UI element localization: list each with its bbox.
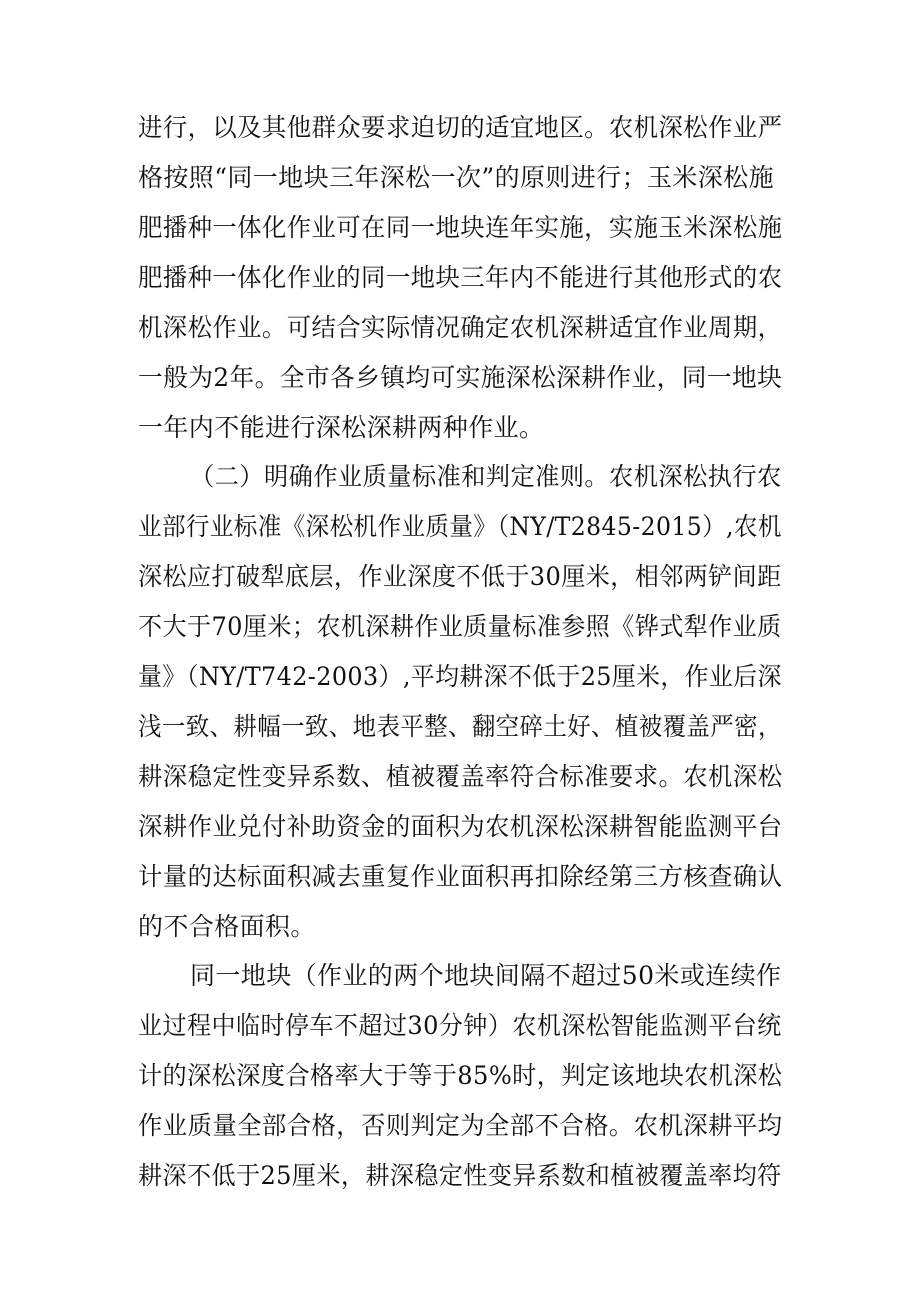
- text-line: 业部行业标准《深松机作业质量》（NY/T2845-2015）,农机: [138, 512, 782, 541]
- text-line: 量》（NY/T742-2003）,平均耕深不低于25厘米，作业后深: [138, 662, 782, 691]
- text-line: 的不合格面积。: [138, 912, 316, 941]
- text-line: 耕深不低于25厘米，耕深稳定性变异系数和植被覆盖率均符: [138, 1161, 782, 1190]
- text-line: 一年内不能进行深松深耕两种作业。: [138, 413, 545, 442]
- paragraph-first-line: 同一地块（作业的两个地块间隔不超过50米或连续作: [190, 961, 782, 990]
- text-line: 计的深松深度合格率大于等于85%时，判定该地块农机深松: [138, 1061, 783, 1090]
- paragraph-first-line: （二）明确作业质量标准和判定准则。农机深松执行农: [190, 462, 782, 491]
- text-line: 浅一致、耕幅一致、地表平整、翻空碎土好、植被覆盖严密，: [138, 712, 782, 741]
- text-line: 肥播种一体化作业的同一地块三年内不能进行其他形式的农: [138, 263, 783, 292]
- text-line: 格按照“同一地块三年深松一次”的原则进行；玉米深松施: [138, 163, 774, 192]
- text-line: 业过程中临时停车不超过30分钟）农机深松智能监测平台统: [138, 1011, 782, 1040]
- text-line: 作业质量全部合格，否则判定为全部不合格。农机深耕平均: [138, 1111, 783, 1140]
- text-line: 进行，以及其他群众要求迫切的适宜地区。农机深松作业严: [138, 113, 783, 142]
- text-line: 肥播种一体化作业可在同一地块连年实施，实施玉米深松施: [138, 213, 783, 242]
- text-line: 计量的达标面积减去重复作业面积再扣除经第三方核查确认: [138, 862, 783, 891]
- text-line: 深松应打破犁底层，作业深度不低于30厘米，相邻两铲间距: [138, 562, 782, 591]
- text-line: 深耕作业兑付补助资金的面积为农机深松深耕智能监测平台: [138, 812, 783, 841]
- text-line: 机深松作业。可结合实际情况确定农机深耕适宜作业周期，: [138, 313, 783, 342]
- text-line: 耕深稳定性变异系数、植被覆盖率符合标准要求。农机深松: [138, 762, 783, 791]
- text-line: 不大于70厘米；农机深耕作业质量标准参照《铧式犁作业质: [138, 612, 782, 641]
- text-line: 一般为2年。全市各乡镇均可实施深松深耕作业，同一地块: [138, 363, 783, 392]
